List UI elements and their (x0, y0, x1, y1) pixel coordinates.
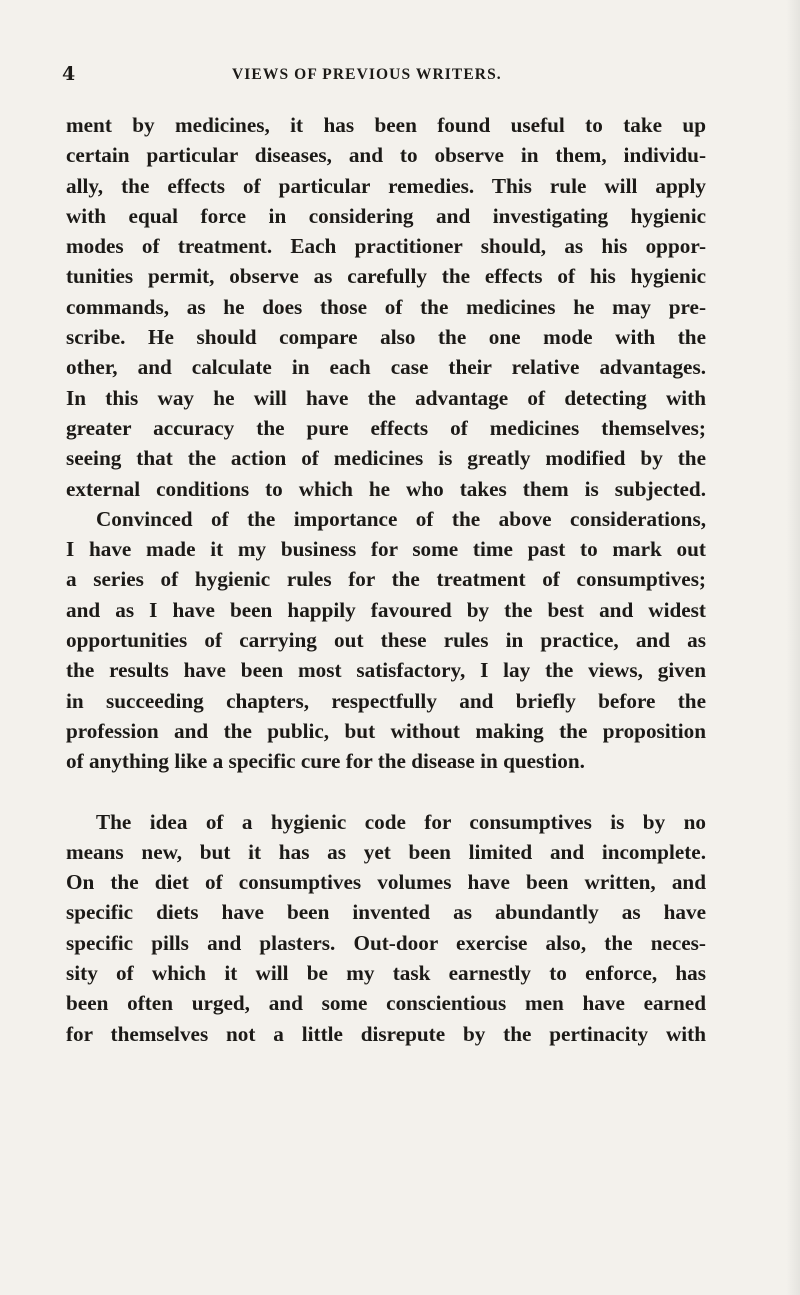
text-line: ment by medicines, it has been found useful to take up (66, 113, 706, 137)
text-line: ally, the effects of particular remedies. This rule will apply (66, 173, 706, 198)
text-line: greater accuracy the pure effects of medicines themselves; (66, 415, 706, 440)
text-line: tunities permit, observe as carefully the effects of his hygienic (66, 264, 706, 289)
text-line: I have made it my business for some time past to mark out (66, 537, 706, 562)
text-line: with equal force in considering and investigating hygienic (66, 203, 706, 228)
page-number: 4 (62, 63, 76, 85)
text-line: other, and calculate in each case their relative advantages. (66, 355, 706, 380)
page-edge-shadow (786, 0, 800, 1295)
paragraph-1 (66, 110, 706, 504)
text-line: The idea of a hygienic code for consumptives is by no (96, 809, 706, 834)
text-line: profession and the public, but without making the proposition (66, 718, 706, 743)
body-text (66, 110, 706, 1049)
text-line: In this way he will have the advantage of detecting with (66, 385, 706, 410)
running-head-title: VIEWS OF PREVIOUS WRITERS. (232, 66, 502, 83)
paragraph-gap (66, 777, 706, 807)
paragraph-3 (66, 807, 706, 1049)
text-line: certain particular diseases, and to observe in them, individu- (66, 143, 706, 168)
text-line: On the diet of consumptives volumes have been written, and (66, 870, 706, 895)
text-line: commands, as he does those of the medicines he may pre- (66, 294, 706, 319)
text-line: specific diets have been invented as abundantly as have (66, 900, 706, 925)
text-line: specific pills and plasters. Out-door exercise also, the neces- (66, 930, 706, 955)
text-line: Convinced of the importance of the above considerations, (96, 506, 706, 531)
text-line: modes of treatment. Each practitioner should, as his oppor- (66, 234, 706, 259)
text-line: external conditions to which he who takes them is subjected. (66, 476, 706, 501)
text-line: means new, but it has as yet been limited and incomplete. (66, 839, 706, 864)
text-line: the results have been most satisfactory, I lay the views, given (66, 658, 706, 683)
text-line: been often urged, and some conscientious men have earned (66, 991, 706, 1016)
text-line: seeing that the action of medicines is greatly modified by the (66, 446, 706, 471)
text-line: scribe. He should compare also the one mode with the (66, 325, 706, 350)
text-line: a series of hygienic rules for the treatment of consumptives; (66, 567, 706, 592)
text-line: in succeeding chapters, respectfully and briefly before the (66, 688, 706, 713)
text-line: and as I have been happily favoured by the best and widest (66, 597, 706, 622)
text-line: of anything like a specific cure for the disease in question. (66, 749, 585, 774)
text-line: for themselves not a little disrepute by the pertinacity with (66, 1021, 706, 1046)
text-line: opportunities of carrying out these rules in practice, and as (66, 628, 706, 653)
running-head (62, 62, 722, 86)
paragraph-2 (66, 504, 706, 777)
text-line: sity of which it will be my task earnestly to enforce, has (66, 961, 706, 986)
